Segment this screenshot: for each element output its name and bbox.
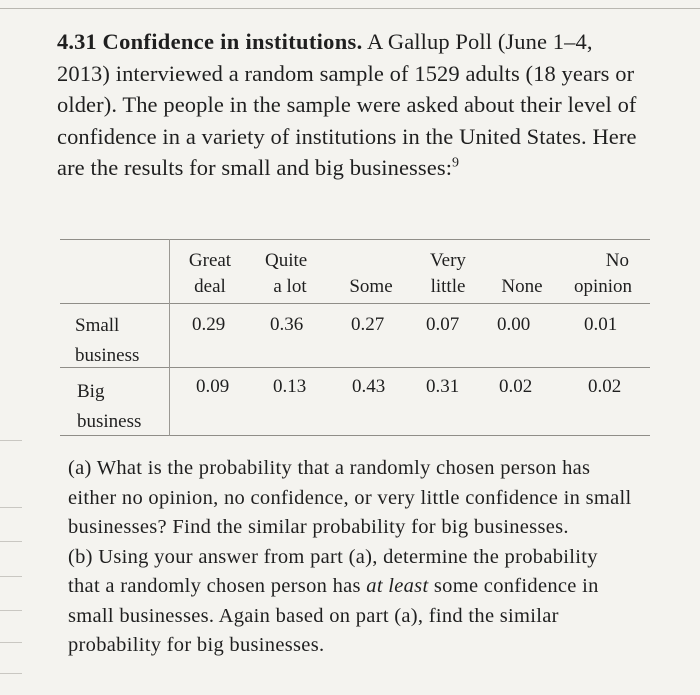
column-header: No opinion <box>573 250 633 297</box>
table-cell: 0.31 <box>426 376 460 397</box>
table-cell: 0.29 <box>192 314 226 335</box>
margin-mark <box>0 507 22 508</box>
footnote-marker: 9 <box>452 155 460 171</box>
table-cell: 0.02 <box>499 376 533 397</box>
problem-title: Confidence in institutions. <box>102 29 363 54</box>
margin-mark <box>0 440 22 441</box>
questions <box>68 454 633 661</box>
table-row-divider <box>60 367 650 368</box>
margin-mark <box>0 673 22 674</box>
column-header: Quite a lot <box>265 250 308 297</box>
table-column-rule <box>169 239 170 436</box>
problem-statement <box>57 26 647 184</box>
table-top-rule <box>60 239 650 240</box>
table-cell: 0.07 <box>426 314 460 335</box>
table-cell: 0.02 <box>588 376 622 397</box>
margin-mark <box>0 541 22 542</box>
confidence-table <box>60 239 650 436</box>
row-label: Small business <box>75 315 140 366</box>
table-cell: 0.13 <box>273 376 307 397</box>
table-cell: 0.36 <box>270 314 304 335</box>
table-bottom-rule <box>60 435 650 436</box>
table-cell: 0.09 <box>196 376 230 397</box>
column-header: Great deal <box>188 250 232 297</box>
table-cell: 0.27 <box>351 314 385 335</box>
table-cell: 0.01 <box>584 314 618 335</box>
question-b: (b) Using your answer from part (a), determine the probability that a randomly chosen person has at least some confidence in small businesses. Again based on part (a), find the similar probability for big businesses. <box>68 545 599 656</box>
margin-mark <box>0 610 22 611</box>
table-cell: 0.43 <box>352 376 386 397</box>
row-label: Big business <box>77 381 142 432</box>
problem-number: 4.31 <box>57 29 97 54</box>
question-b-emphasis: at least <box>366 575 429 597</box>
problem-body: A Gallup Poll (June 1–4, 2013) interviewed a random sample of 1529 adults (18 years or older). The people in the sample were asked about their level of confidence in a variety of institutions in the United States. Here are the results for small and big businesses: <box>57 29 637 180</box>
table-header-rule <box>60 303 650 304</box>
column-header: Some <box>349 276 393 297</box>
margin-mark <box>0 642 22 643</box>
column-header: Very little <box>430 250 466 297</box>
column-header: None <box>501 276 543 297</box>
question-a: (a) What is the probability that a randomly chosen person has either no opinion, no confidence, or very little confidence in small businesses? Find the similar probability for big businesses. <box>68 457 632 538</box>
top-rule <box>0 8 700 9</box>
margin-mark <box>0 576 22 577</box>
table-cell: 0.00 <box>497 314 531 335</box>
